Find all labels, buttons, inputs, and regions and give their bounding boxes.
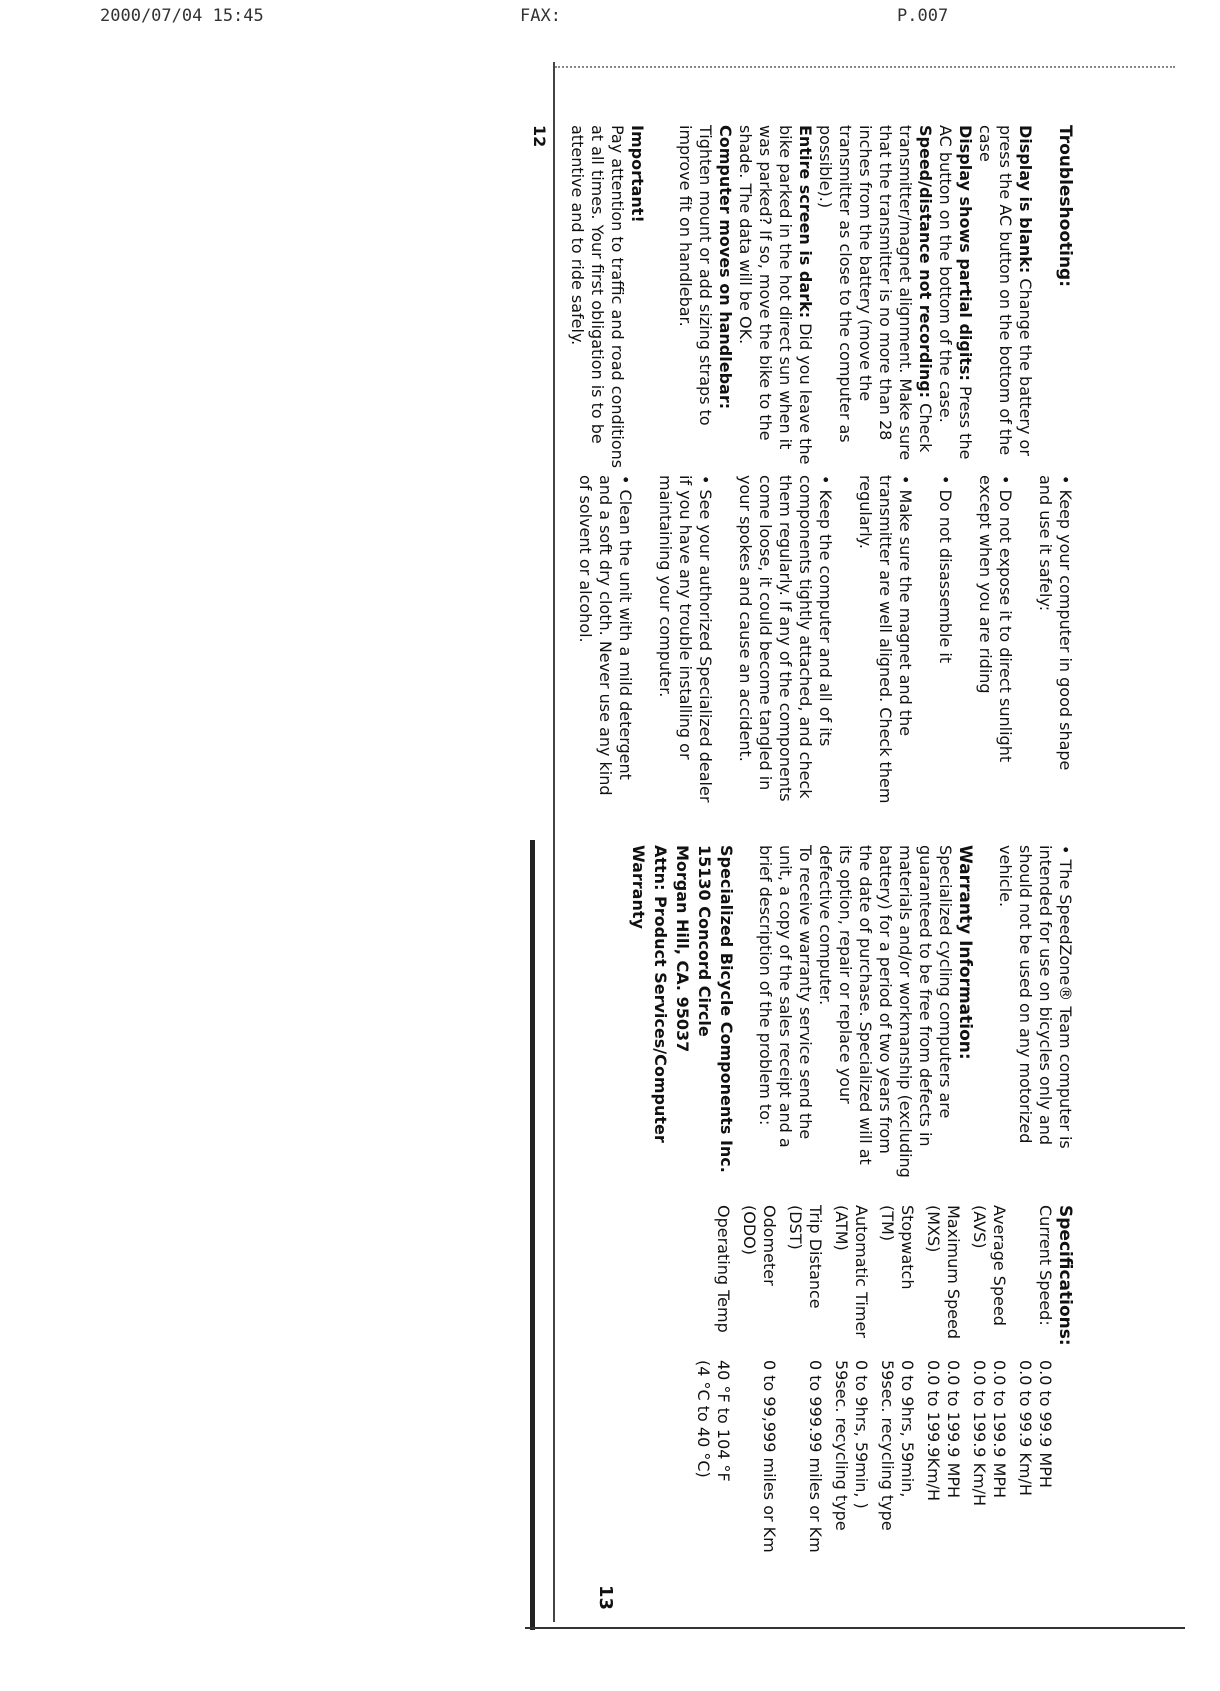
- spec-label: Odometer (ODO): [740, 1205, 779, 1286]
- rotated-booklet-spread: [530, 95, 1075, 1615]
- spec-value: 0.0 to 99.9 MPH 0.0 to 99.9 Km/H: [1016, 1360, 1055, 1496]
- spec-row: [1015, 1205, 1055, 1585]
- usage-note: • The SpeedZone® Team computer is intended for use on bicycles only and should not be used on any motorized vehicle.: [996, 845, 1075, 1149]
- page-number-12: 12: [530, 125, 549, 148]
- trouble-item: Display is blank: Change the battery or press the AC button on the bottom of the case: [976, 125, 1035, 456]
- spec-label: Trip Distance (DST): [786, 1205, 825, 1309]
- spec-value: 0 to 9hrs, 59min, 59sec. recycling type: [878, 1360, 917, 1531]
- important-title: Important!: [628, 125, 647, 223]
- scan-dotted-line: [555, 66, 1175, 68]
- spec-label: Average Speed (AVS): [970, 1205, 1009, 1326]
- warranty-section: [627, 845, 1075, 1180]
- trouble-item: Entire screen is dark: Did you leave the bike parked in the hot direct sun when it was parked? If so, move the bike to the shade. The data will be OK.: [736, 125, 815, 465]
- warranty-title: Warranty Information:: [955, 845, 975, 1060]
- care-bullet: • Keep your computer in good shape and use it safely:: [1036, 475, 1075, 771]
- spec-row: [785, 1205, 825, 1585]
- spec-value: 0.0 to 199.9 MPH 0.0 to 199.9Km/H: [924, 1360, 963, 1501]
- troubleshooting-section: [529, 125, 1075, 470]
- page-edge-bottom: [525, 1627, 1185, 1629]
- care-bullet: • Clean the unit with a mild detergent and a soft dry cloth. Never use any kind of solvent or alcohol.: [576, 475, 635, 796]
- specs-title: Specifications:: [1055, 1205, 1075, 1346]
- address-line: 15130 Concord Circle: [695, 845, 714, 1037]
- warranty-body: Specialized cycling computers are guaranteed to be free from defects in materials and/or workmanship (excluding battery) for a period of two years from the date of purchase. Specialized will at its option, repair or replace your defective computer.: [816, 845, 955, 1178]
- care-bullet: • Do not expose it to direct sunlight except when you are riding: [976, 475, 1015, 763]
- spec-value: 40 °F to 104 °F (4 °C to 40 °C): [694, 1360, 733, 1482]
- care-section: [555, 475, 1075, 805]
- care-bullet: • Do not disassemble it: [936, 475, 955, 664]
- fax-datetime: 2000/07/04 15:45: [100, 6, 264, 26]
- spec-row: [831, 1205, 871, 1585]
- troubleshooting-title: Troubleshooting:: [1055, 125, 1075, 288]
- important-text: Pay attention to traffic and road conditions at all times. Your first obligation is to be attentive and to ride safely.: [568, 125, 627, 469]
- spec-row: [739, 1205, 779, 1585]
- trouble-item: Display shows partial digits: Press the AC button on the bottom of the case.: [936, 125, 975, 460]
- trouble-item: Speed/distance not recording: Check transmitter/magnet alignment. Make sure that the transmitter is no more than 28 inches from the battery (move the transmitter as close to the computer as possible).): [816, 125, 935, 461]
- address-line: Attn: Product Services/Computer: [651, 845, 670, 1143]
- care-bullet: • See your authorized Specialized dealer if you have any trouble installing or maintaining your computer.: [656, 475, 715, 803]
- spec-value: 0 to 99,999 miles or Km: [760, 1360, 779, 1553]
- spec-row: [969, 1205, 1009, 1585]
- address-line: Warranty: [629, 845, 648, 929]
- care-bullet: • Keep the computer and all of its components tightly attached, and check them regularly. If any of the components come loose, it could become tangled in your spokes and cause an accident.: [736, 475, 835, 802]
- page-number-13: 13: [595, 1585, 616, 1611]
- address-line: Morgan Hill, CA. 95037: [673, 845, 692, 1053]
- trouble-item: Computer moves on handlebar: Tighten mount or add sizing straps to improve fit on handlebar.: [676, 125, 735, 426]
- spec-row: [923, 1205, 963, 1585]
- specifications-section: [687, 1205, 1075, 1585]
- care-bullet: • Make sure the magnet and the transmitter are well aligned. Check them regularly.: [856, 475, 915, 804]
- address-line: Specialized Bicycle Components Inc.: [717, 845, 736, 1173]
- spec-label: Maximum Speed (MXS): [924, 1205, 963, 1340]
- warranty-body-2: To receive warranty service send the unit, a copy of the sales receipt and a brief description of the problem to:: [756, 845, 815, 1148]
- fax-page: P.007: [897, 6, 949, 26]
- spec-row: [693, 1205, 733, 1585]
- spec-label: Current Speed:: [1036, 1205, 1055, 1326]
- spec-value: 0 to 9hrs, 59min, ) 59sec. recycling type: [832, 1360, 871, 1531]
- spec-label: Stopwatch (TM): [878, 1205, 917, 1290]
- spec-table: [693, 1205, 1055, 1585]
- spec-row: [877, 1205, 917, 1585]
- spec-label: Operating Temp: [714, 1205, 733, 1333]
- fax-label: FAX:: [520, 6, 561, 26]
- spec-label: Automatic Timer (ATM): [832, 1205, 871, 1338]
- spec-value: 0.0 to 199.9 MPH 0.0 to 199.9 Km/H: [970, 1360, 1009, 1507]
- spec-value: 0 to 999.99 miles or Km: [806, 1360, 825, 1553]
- fax-header: [0, 0, 1220, 40]
- booklet-fold: [530, 840, 535, 1630]
